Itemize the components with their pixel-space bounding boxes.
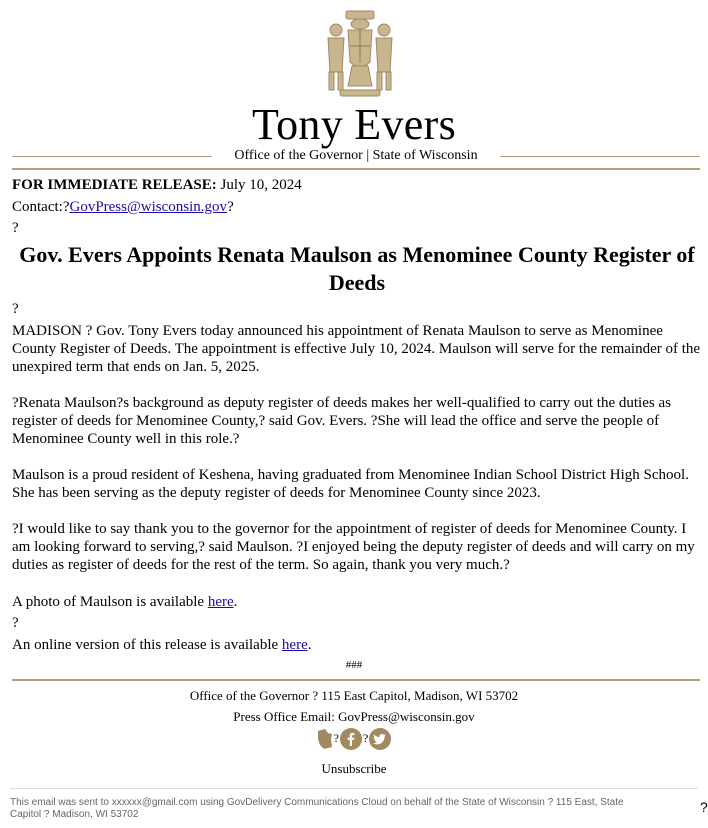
office-line: Office of the Governor | State of Wisconsin	[234, 148, 478, 163]
social-icons	[0, 727, 708, 753]
photo-line	[12, 593, 702, 611]
photo-suffix: .	[233, 594, 238, 610]
online-text: An online version of this release is available	[12, 637, 282, 653]
wisconsin-map-icon[interactable]	[316, 727, 334, 751]
facebook-icon[interactable]	[339, 727, 363, 751]
wisconsin-seal-icon	[314, 8, 406, 100]
paragraph-3: Maulson is a proud resident of Keshena, having graduated from Menominee Indian School District High School. She has been serving as the deputy register of deeds for Menominee County since 2023.	[12, 467, 689, 501]
contact-line	[12, 198, 702, 216]
release-line	[12, 176, 702, 194]
spacer-mark: ?	[12, 220, 19, 236]
end-mark: ###	[345, 659, 363, 671]
photo-text: A photo of Maulson is available	[12, 594, 208, 610]
delivery-mark: ?	[700, 799, 708, 815]
office-line-row	[12, 148, 700, 166]
delivery-notice: This email was sent to xxxxxx@gmail.com using GovDelivery Communications Cloud on behalf of the State of Wisconsin ? 115 East, State Capitol ? Madison, WI 53702	[10, 797, 624, 820]
social-separator: ?	[333, 730, 339, 745]
header-rule	[12, 168, 700, 170]
release-date: July 10, 2024	[216, 177, 302, 193]
footer-divider	[10, 788, 698, 789]
divider	[12, 156, 212, 157]
spacer-mark: ?	[12, 615, 19, 631]
twitter-icon[interactable]	[368, 727, 392, 751]
online-suffix: .	[307, 637, 312, 653]
email-header	[0, 0, 708, 168]
footer-address: Office of the Governor ? 115 East Capitol, Madison, WI 53702	[189, 688, 519, 703]
online-line	[12, 636, 702, 654]
governor-name-logo: Tony Evers	[252, 100, 456, 149]
divider	[500, 156, 700, 157]
unsubscribe-link[interactable]: Unsubscribe	[321, 761, 387, 776]
footer-rule	[12, 679, 700, 681]
spacer-mark: ?	[12, 301, 19, 317]
footer-press-email: Press Office Email: GovPress@wisconsin.gov	[233, 709, 475, 724]
contact-suffix: ?	[227, 199, 234, 215]
photo-link[interactable]: here	[207, 594, 234, 610]
paragraph-1: MADISON ? Gov. Tony Evers today announced his appointment of Renata Maulson to serve as Menominee County Register of Deeds. The appointment is effective July 10, 2024. Maulson will serve for the remainder of the unexpired term that ends on Jan. 5, 2025.	[12, 323, 701, 375]
paragraph-4: ?I would like to say thank you to the governor for the appointment of register of deeds for Menominee County. I am looking forward to serving,? said Maulson. ?I enjoyed being the deputy register of deeds and will carry on my duties as register of deeds for the rest of the term. So again, thank you very much.?	[12, 521, 695, 573]
online-version-link[interactable]: here	[281, 637, 308, 653]
unsubscribe-row	[0, 761, 708, 777]
social-separator: ?	[363, 730, 369, 745]
release-title: Gov. Evers Appoints Renata Maulson as Menominee County Register of Deeds	[19, 242, 695, 295]
contact-email-link[interactable]: GovPress@wisconsin.gov	[69, 199, 228, 215]
paragraph-2: ?Renata Maulson?s background as deputy register of deeds makes her well-qualified to carry out the duties as register of deeds for Menominee County,? said Gov. Evers. ?She will lead the office and serve the people of Menominee County well in this role.?	[12, 395, 671, 447]
contact-label: Contact:?	[12, 199, 70, 215]
release-label: FOR IMMEDIATE RELEASE:	[12, 177, 217, 193]
